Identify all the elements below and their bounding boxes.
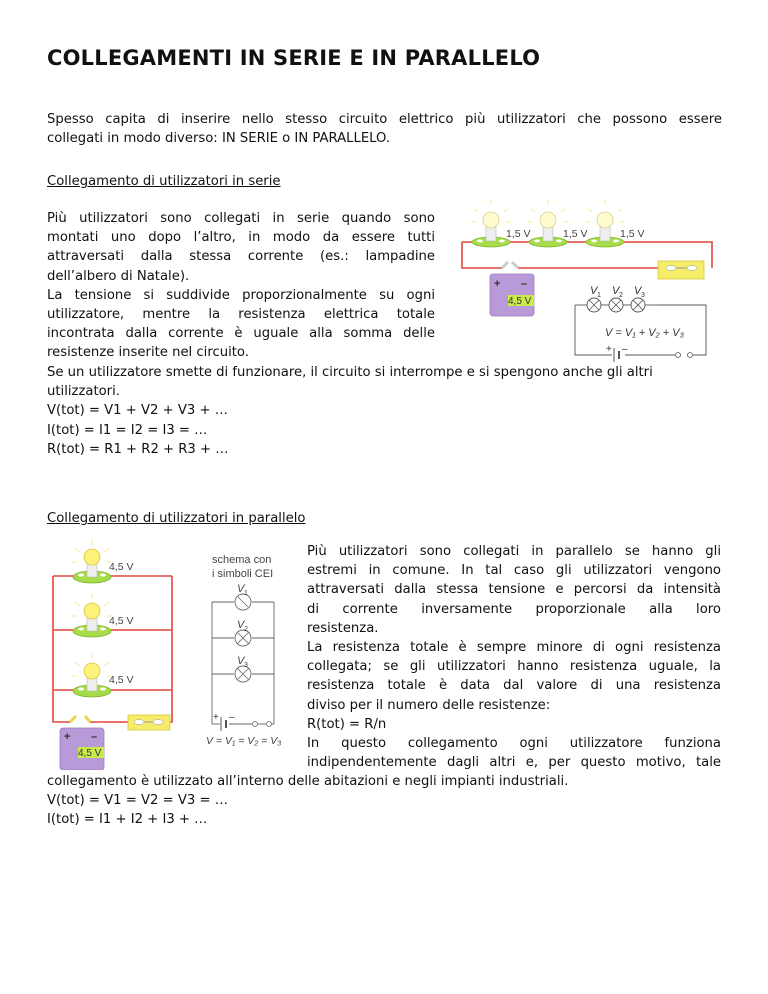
bulb-icon	[71, 654, 113, 697]
schema-label: V	[590, 285, 598, 297]
section-heading-parallelo: Collegamento di utilizzatori in parallelo	[47, 511, 306, 526]
schema-subscript: 2	[244, 626, 248, 633]
parallelo-note	[47, 772, 747, 830]
schema-subscript: 1	[597, 292, 601, 299]
bulb-voltage-label: 4,5 V	[109, 561, 134, 573]
page-title: COLLEGAMENTI IN SERIE E IN PARALLELO	[47, 46, 541, 70]
text-line: indipendentemente dagli altri e, per questo motivo, tale	[307, 755, 721, 771]
text-line: utilizzatori.	[47, 384, 120, 400]
lamp-symbol-icon	[631, 298, 645, 312]
schema-equation: V = V₁ = V₂ = V₃	[206, 735, 282, 747]
schema-minus: –	[622, 344, 628, 355]
schema-plus: +	[213, 712, 219, 723]
bulb-icon	[71, 540, 113, 583]
bulb-voltage-label: 4,5 V	[109, 674, 134, 686]
lamp-symbol-icon	[587, 298, 601, 312]
bulb-icon	[471, 200, 511, 247]
schema-subscript: 1	[244, 590, 248, 597]
switch-icon	[128, 715, 170, 730]
formula-r: R(tot) = R/n	[307, 716, 387, 732]
text-line: Più utilizzatori sono collegati in parallelo se hanno gli	[307, 544, 721, 559]
lamp-symbol-icon	[235, 594, 251, 610]
bulb-icon	[528, 200, 568, 247]
serie-note	[47, 363, 747, 459]
schema-label: V	[237, 619, 245, 631]
schema-subscript: 3	[641, 292, 645, 299]
switch-icon	[658, 261, 704, 279]
text-line: Se un utilizzatore smette di funzionare, il circuito si interrompe e si spengono anche gli altri	[47, 365, 653, 380]
text-line: di corrente inversamente proporzionale alla loro	[307, 601, 721, 617]
series-schema	[575, 285, 706, 362]
intro-paragraph	[47, 110, 722, 148]
battery-icon	[60, 716, 104, 770]
parallel-circuit-figure	[40, 540, 205, 770]
text-line: dell’albero di Natale).	[47, 268, 190, 284]
schema-caption: i simboli CEI	[212, 568, 274, 580]
schema-label: V	[237, 583, 245, 595]
text-line: resistenza totale è data dal valore di una resistenza	[307, 678, 721, 694]
formula-i: I(tot) = I1 + I2 + I3 + …	[47, 812, 208, 828]
serie-paragraph	[47, 209, 435, 363]
text-line: La tensione si suddivide proporzionalmente su ogni	[47, 287, 435, 303]
battery-minus: –	[91, 731, 98, 743]
bulb-icon	[71, 594, 113, 637]
text-line: collegata; se gli utilizzatori hanno resistenza uguale, la	[307, 659, 721, 675]
lamp-symbol-icon	[235, 630, 251, 646]
schema-minus: –	[229, 712, 235, 723]
text-line: resistenza.	[307, 620, 379, 636]
text-line: Più utilizzatori sono collegati in serie quando sono	[47, 211, 435, 226]
schema-subscript: 3	[244, 662, 248, 669]
parallel-schema-figure	[200, 540, 300, 760]
bulb-voltage-label: 1,5 V	[506, 228, 531, 240]
bulb-icon	[585, 200, 625, 247]
text-line: estremi in comune. In tal caso gli utilizzatori vengono	[307, 563, 721, 579]
battery-plus: +	[494, 278, 501, 290]
schema-plus: +	[606, 344, 612, 355]
text-line: utilizzatore, mentre la resistenza elettrica totale	[47, 307, 435, 323]
formula-i: I(tot) = I1 = I2 = I3 = …	[47, 422, 208, 438]
intro-line: Spesso capita di inserire nello stesso circuito elettrico più utilizzatori che possono essere	[47, 112, 722, 127]
text-line: diviso per il numero delle resistenze:	[307, 697, 551, 713]
text-line: incontrata dalla corrente è uguale alla somma delle	[47, 326, 435, 342]
bulb-voltage-label: 4,5 V	[109, 615, 134, 627]
bulb-voltage-label: 1,5 V	[620, 228, 645, 240]
text-line: resistenze inserite nel circuito.	[47, 345, 249, 361]
parallelo-paragraph	[307, 542, 721, 772]
serie-circuit-figure	[450, 200, 750, 365]
text-line: attraversati dalla stessa tensione e percorsi da intensità	[307, 582, 721, 598]
bulb-voltage-label: 1,5 V	[563, 228, 588, 240]
text-line: In questo collegamento ogni utilizzatore funziona	[307, 736, 721, 752]
text-line: collegamento è utilizzato all’interno delle abitazioni e negli impianti industriali.	[47, 774, 569, 789]
formula-v: V(tot) = V1 + V2 + V3 + …	[47, 403, 228, 419]
schema-equation: V = V₁ + V₂ + V₃	[605, 327, 684, 339]
battery-icon	[490, 262, 534, 316]
text-line: attraversati dalla stessa corrente (es.: lampadine	[47, 249, 435, 265]
text-line: La resistenza totale è sempre minore di ogni resistenza	[307, 640, 721, 656]
intro-line: collegati in modo diverso: IN SERIE o IN PARALLELO.	[47, 131, 391, 147]
formula-v: V(tot) = V1 = V2 = V3 = …	[47, 793, 228, 809]
battery-voltage-label: 4,5 V	[508, 296, 532, 307]
battery-voltage-label: 4,5 V	[78, 748, 102, 759]
lamp-symbol-icon	[235, 666, 251, 682]
battery-plus: +	[64, 731, 71, 743]
schema-label: V	[612, 285, 620, 297]
schema-subscript: 2	[619, 292, 623, 299]
schema-caption: schema con	[212, 554, 272, 566]
schema-label: V	[237, 655, 245, 667]
formula-r: R(tot) = R1 + R2 + R3 + …	[47, 441, 229, 457]
battery-minus: –	[521, 278, 528, 290]
lamp-symbol-icon	[609, 298, 623, 312]
wire	[53, 576, 172, 722]
schema-label: V	[634, 285, 642, 297]
text-line: montati uno dopo l’altro, in modo da essere tutti	[47, 230, 435, 246]
section-heading-serie: Collegamento di utilizzatori in serie	[47, 174, 281, 189]
